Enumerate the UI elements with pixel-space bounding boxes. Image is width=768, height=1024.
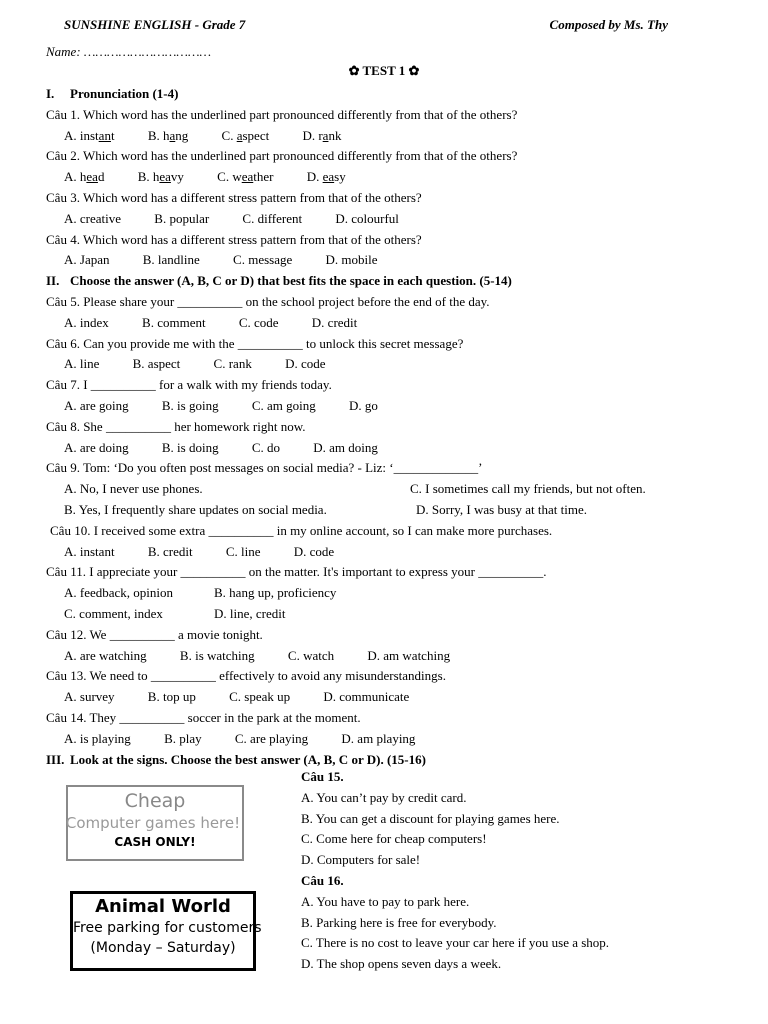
question-15: Câu 15. [301, 769, 344, 784]
options-8 [46, 438, 726, 459]
options-12 [46, 646, 726, 667]
option: A. survey [64, 689, 115, 705]
option: D. am playing [341, 730, 416, 746]
options-3 [46, 209, 726, 230]
options-2 [46, 167, 726, 188]
option: A. instant [64, 543, 115, 559]
sign-cheap-computer-games [66, 785, 244, 861]
option: B. play [164, 730, 202, 746]
option: C. am going [251, 397, 316, 413]
option: B. is doing [161, 439, 219, 455]
question-1: Câu 1. Which word has the underlined part pronounced differently from that of the others? [46, 106, 518, 122]
question-6: Câu 6. Can you provide me with the __________ to unlock this secret message? [46, 335, 464, 351]
header-author: Composed by Ms. Thy [549, 17, 668, 32]
question-10: Câu 10. I received some extra __________ in my online account, so I can make more purchases. [50, 522, 553, 538]
option: B. credit [147, 543, 193, 559]
option: A. are doing [64, 439, 129, 455]
test-content [46, 84, 726, 770]
question-11: Câu 11. I appreciate your __________ on the matter. It's important to express your __________. [46, 564, 547, 580]
sign-text: Animal World [95, 896, 231, 917]
option: A. head [64, 169, 105, 185]
question-14: Câu 14. They __________ soccer in the park at the moment. [46, 709, 361, 725]
question-2: Câu 2. Which word has the underlined part pronounced differently from that of the others? [46, 148, 518, 164]
option: D. rank [302, 127, 342, 143]
option: C. weather [217, 169, 274, 185]
option: B. comment [142, 314, 206, 330]
options-1 [46, 126, 726, 147]
section-heading: III. Look at the signs. Choose the best answer (A, B, C or D). (15-16) [46, 751, 426, 767]
option: C. code [238, 314, 279, 330]
question-9: Câu 9. Tom: ‘Do you often post messages on social media? - Liz: ‘_____________’ [46, 460, 483, 476]
option: A. You can’t pay by credit card. [301, 789, 467, 805]
question-16: Câu 16. [301, 872, 344, 888]
question-8: Câu 8. She __________ her homework right now. [46, 418, 306, 434]
question-3: Câu 3. Which word has a different stress pattern from that of the others? [46, 189, 422, 205]
options-6 [46, 354, 726, 375]
option: A. feedback, opinion [64, 585, 174, 601]
option: C. watch [287, 647, 335, 663]
option: B. is watching [179, 647, 255, 663]
question-5: Câu 5. Please share your __________ on the school project before the end of the day. [46, 293, 490, 309]
option: C. There is no cost to leave your car here if you use a shop. [301, 935, 610, 951]
option: B. is going [161, 397, 219, 413]
option: C. Come here for cheap computers! [301, 831, 487, 847]
sign-text: (Monday – Saturday) [90, 940, 236, 956]
option: D. colourful [335, 210, 399, 226]
options-9b [46, 500, 726, 521]
option: D. Computers for sale! [301, 852, 421, 868]
test-title: ✿ TEST 1 ✿ [348, 63, 420, 78]
option: B. landline [142, 252, 200, 268]
option: C. different [242, 210, 303, 226]
option: D. code [293, 543, 335, 559]
option: C. speak up [229, 689, 291, 705]
option: A. are watching [64, 647, 147, 663]
option: C. I sometimes call my friends, but not often. [410, 481, 646, 497]
options-5 [46, 313, 726, 334]
question-4: Câu 4. Which word has a different stress pattern from that of the others? [46, 231, 422, 247]
option: B. popular [154, 210, 210, 226]
option: C. aspect [221, 127, 270, 143]
option: A. You have to pay to park here. [301, 893, 470, 909]
option: B. top up [147, 689, 196, 705]
option: D. credit [311, 314, 358, 330]
option: D. code [285, 356, 326, 372]
options-14 [46, 729, 726, 750]
options-9a [46, 479, 726, 500]
option: B. aspect [132, 356, 181, 372]
header-school: SUNSHINE ENGLISH - Grade 7 [64, 17, 246, 32]
sign-text: CASH ONLY! [114, 835, 196, 849]
option: C. are playing [234, 730, 309, 746]
options-11a [46, 583, 726, 604]
option: C. rank [213, 356, 252, 372]
section-heading: II. Choose the answer (A, B, C or D) that best fits the space in each question. (5-14) [46, 273, 512, 289]
option: C. message [233, 252, 293, 268]
option: B. heavy [137, 169, 184, 185]
option: D. go [349, 397, 378, 413]
option: D. line, credit [214, 605, 286, 621]
option: A. Japan [64, 252, 110, 268]
option: B. hang up, proficiency [214, 585, 337, 601]
name-line: Name: …………………………… [46, 44, 212, 59]
options-11b [46, 604, 726, 625]
option: A. No, I never use phones. [64, 481, 203, 497]
option: A. creative [64, 210, 122, 226]
option: D. The shop opens seven days a week. [301, 956, 502, 972]
option: D. communicate [323, 689, 410, 705]
sign-text: Free parking for customers [73, 920, 262, 936]
option: B. hang [147, 127, 189, 143]
question-7: Câu 7. I __________ for a walk with my friends today. [46, 377, 332, 393]
section-heading: I. Pronunciation (1-4) [46, 86, 179, 101]
options-4 [46, 250, 726, 271]
sign-questions [301, 767, 721, 975]
option: D. am watching [367, 647, 451, 663]
option: A. are going [64, 397, 129, 413]
option: B. You can get a discount for playing games here. [301, 810, 560, 826]
options-13 [46, 687, 726, 708]
option: A. index [64, 314, 109, 330]
option: A. instant [64, 127, 115, 143]
options-10 [46, 542, 726, 563]
option: D. mobile [325, 252, 378, 268]
sign-text: Cheap [124, 790, 186, 812]
question-13: Câu 13. We need to __________ effectively to avoid any misunderstandings. [46, 668, 446, 684]
question-12: Câu 12. We __________ a movie tonight. [46, 626, 263, 642]
option: C. line [225, 543, 261, 559]
option: B. Parking here is free for everybody. [301, 914, 497, 930]
option: B. Yes, I frequently share updates on social media. [64, 501, 327, 517]
option: A. is playing [64, 730, 131, 746]
option: C. do [251, 439, 281, 455]
option: D. easy [306, 169, 346, 185]
option: D. Sorry, I was busy at that time. [416, 501, 588, 517]
sign-text: Computer games here! [65, 814, 241, 832]
option: D. am doing [313, 439, 378, 455]
option: A. line [64, 356, 100, 372]
option: C. comment, index [64, 605, 163, 621]
sign-animal-world [70, 891, 262, 971]
options-7 [46, 396, 726, 417]
